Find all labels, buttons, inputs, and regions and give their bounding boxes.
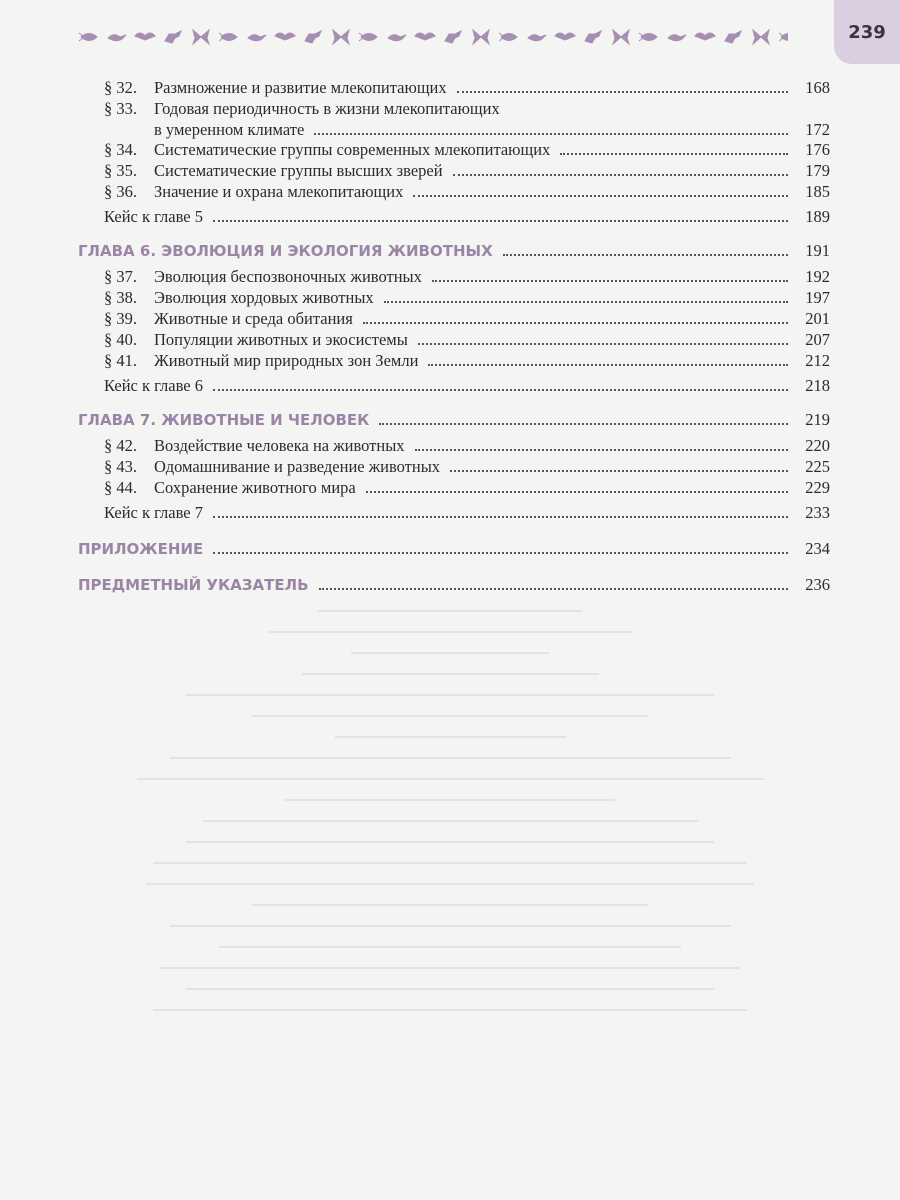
dot-leader <box>457 91 788 93</box>
bug-icon <box>78 28 100 46</box>
section-number: § 33. <box>104 99 137 118</box>
beetle-icon <box>246 28 268 46</box>
bird-icon <box>358 28 380 46</box>
dot-leader <box>432 280 788 282</box>
toc-title-text: Размножение и развитие млекопитающих <box>154 78 447 97</box>
frog-icon <box>414 28 436 46</box>
dot-leader <box>428 364 788 366</box>
toc-entry-title <box>104 436 405 456</box>
toc-page-number: 212 <box>805 351 830 370</box>
page-number-tab <box>834 0 900 64</box>
dot-leader <box>363 322 788 324</box>
toc-entry-title <box>104 330 408 350</box>
toc-title-text: Животный мир природных зон Земли <box>154 351 419 370</box>
toc-title-text: ГЛАВА 7. ЖИВОТНЫЕ И ЧЕЛОВЕК <box>78 411 370 429</box>
toc-title-text: Животные и среда обитания <box>154 309 353 328</box>
toc-entry <box>78 478 830 498</box>
beetle-icon <box>666 28 688 46</box>
toc-entry <box>78 241 830 261</box>
toc-title-text: Популяции животных и экосистемы <box>154 330 408 349</box>
bleed-through-text <box>120 610 780 1040</box>
toc-entry-title <box>78 575 309 595</box>
eagle-icon <box>750 28 772 46</box>
bird-icon <box>554 28 576 46</box>
section-number: § 43. <box>104 457 137 476</box>
toc-entry <box>78 288 830 308</box>
toc-page-number: 229 <box>805 478 830 497</box>
toc-page-number: 168 <box>805 78 830 97</box>
toc-page-number: 179 <box>805 161 830 180</box>
toc-entry-title <box>104 182 403 202</box>
dot-leader <box>319 588 788 590</box>
toc-entry <box>78 351 830 371</box>
toc-page-number: 220 <box>805 436 830 455</box>
toc-entry-title <box>104 309 353 329</box>
section-number: § 35. <box>104 161 137 180</box>
dot-leader <box>384 301 788 303</box>
toc-entry-title <box>104 351 418 371</box>
section-number: § 44. <box>104 478 137 497</box>
dot-leader <box>560 153 788 155</box>
toc-entry-title <box>78 539 203 559</box>
dog-icon <box>582 28 604 46</box>
toc-entry-title <box>104 78 447 98</box>
toc-entry-title <box>104 99 500 119</box>
toc-page-number: 236 <box>805 575 830 594</box>
toc-entry-title <box>104 503 203 523</box>
toc-page-number: 225 <box>805 457 830 476</box>
toc-page-number: 172 <box>805 120 830 139</box>
toc-title-text: Кейс к главе 6 <box>104 376 203 395</box>
butterfly-icon <box>470 28 492 46</box>
toc-page-number: 201 <box>805 309 830 328</box>
toc-entry <box>78 330 830 350</box>
dot-leader <box>314 133 788 135</box>
toc-title-text: Сохранение животного мира <box>154 478 356 497</box>
toc-title-text: ГЛАВА 6. ЭВОЛЮЦИЯ И ЭКОЛОГИЯ ЖИВОТНЫХ <box>78 242 493 260</box>
toc-entry-title <box>104 288 374 308</box>
toc-page-number: 189 <box>805 207 830 226</box>
toc-entry <box>78 376 830 396</box>
butterfly-icon <box>190 28 212 46</box>
toc-page-number: 185 <box>805 182 830 201</box>
crab-icon <box>330 28 352 46</box>
toc-entry-title <box>78 410 369 430</box>
toc-title-text: Эволюция хордовых животных <box>154 288 374 307</box>
toc-page-number: 191 <box>805 241 830 260</box>
elephant-icon <box>442 28 464 46</box>
dot-leader <box>503 254 788 256</box>
section-number: § 42. <box>104 436 137 455</box>
toc-title-text: Воздействие человека на животных <box>154 436 405 455</box>
toc-title-text: ПРЕДМЕТНЫЙ УКАЗАТЕЛЬ <box>78 576 309 594</box>
page-header <box>0 0 900 70</box>
seahorse-icon <box>610 28 632 46</box>
toc-entry <box>78 267 830 287</box>
toc-entry-title <box>104 478 356 498</box>
section-number: § 38. <box>104 288 137 307</box>
animal-silhouette-strip <box>78 24 788 50</box>
dinosaur-icon <box>162 28 184 46</box>
section-number: § 41. <box>104 351 137 370</box>
bird-icon <box>694 28 716 46</box>
toc-title-text: Годовая периодичность в жизни млекопитающих <box>154 99 500 118</box>
toc-entry <box>78 539 830 559</box>
toc-title-text: ПРИЛОЖЕНИЕ <box>78 540 204 558</box>
toc-entry <box>78 78 830 98</box>
toc-entry <box>78 309 830 329</box>
toc-page-number: 207 <box>805 330 830 349</box>
dot-leader <box>379 423 788 425</box>
section-number: § 32. <box>104 78 137 97</box>
toc-page-number: 218 <box>805 376 830 395</box>
toc-entry-title <box>104 267 422 287</box>
dot-leader <box>213 389 788 391</box>
toc-entry <box>78 436 830 456</box>
lobster-icon <box>498 28 520 46</box>
section-number: § 36. <box>104 182 137 201</box>
toc-page-number: 219 <box>805 410 830 429</box>
toc-page-number: 176 <box>805 140 830 159</box>
deer-icon <box>274 28 296 46</box>
spider-icon <box>386 28 408 46</box>
section-number: § 39. <box>104 309 137 328</box>
toc-title-text: Кейс к главе 7 <box>104 503 203 522</box>
toc-page-number: 233 <box>805 503 830 522</box>
lizard-icon <box>106 28 128 46</box>
toc-page-number: 192 <box>805 267 830 286</box>
toc-entry-title <box>154 120 304 140</box>
toc-title-text: Систематические группы высших зверей <box>154 161 443 180</box>
toc-entry <box>78 207 830 227</box>
dot-leader <box>213 220 788 222</box>
scorpion-icon <box>302 28 324 46</box>
toc-title-text: Систематические группы современных млекопитающих <box>154 140 551 159</box>
fish-icon <box>218 28 240 46</box>
toc-entry-title <box>104 457 440 477</box>
section-number: § 37. <box>104 267 137 286</box>
toc-entry <box>78 503 830 523</box>
toc-entry-title <box>104 161 443 181</box>
dot-leader <box>453 174 788 176</box>
toc-title-text: Кейс к главе 5 <box>104 207 203 226</box>
toc-entry <box>78 182 830 202</box>
toc-title-text: в умеренном климате <box>154 120 305 139</box>
toc-entry <box>78 457 830 477</box>
toc-page-number: 197 <box>805 288 830 307</box>
toc-page-number: 234 <box>805 539 830 558</box>
bird-icon <box>778 28 788 46</box>
dot-leader <box>415 449 788 451</box>
toc-entry-title <box>104 207 203 227</box>
page-number: 239 <box>848 21 886 43</box>
dot-leader <box>366 491 788 493</box>
section-number: § 34. <box>104 140 137 159</box>
toc-title-text: Эволюция беспозвоночных животных <box>154 267 422 286</box>
dot-leader <box>450 470 788 472</box>
toc-entry-title <box>104 140 550 160</box>
horse-icon <box>526 28 548 46</box>
dot-leader <box>418 343 788 345</box>
toc-title-text: Значение и охрана млекопитающих <box>154 182 404 201</box>
bird-icon <box>722 28 744 46</box>
toc-entry <box>78 161 830 181</box>
toc-entry <box>78 99 830 119</box>
snake-icon <box>638 28 660 46</box>
toc-entry-title <box>78 241 493 261</box>
toc-entry <box>78 410 830 430</box>
toc-entry <box>78 575 830 595</box>
bird-icon <box>134 28 156 46</box>
toc-title-text: Одомашнивание и разведение животных <box>154 457 441 476</box>
toc-entry <box>78 140 830 160</box>
dot-leader <box>213 552 788 554</box>
dot-leader <box>413 195 788 197</box>
toc-entry-title <box>104 376 203 396</box>
toc-entry <box>78 120 830 140</box>
table-of-contents <box>78 78 830 596</box>
section-number: § 40. <box>104 330 137 349</box>
dot-leader <box>213 516 788 518</box>
